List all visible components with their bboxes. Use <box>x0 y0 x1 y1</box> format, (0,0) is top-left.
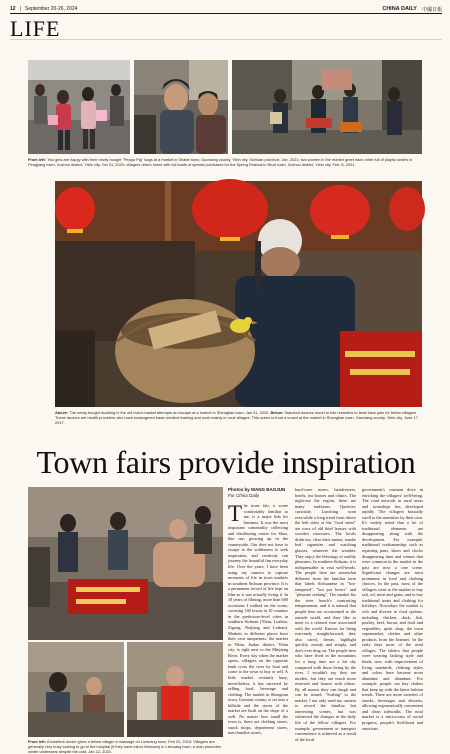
byline <box>228 487 303 499</box>
photo-villagers-return <box>232 60 422 154</box>
caption-bottom <box>28 739 223 754</box>
section-title: LIFE <box>10 16 61 41</box>
caption-top-row <box>28 157 422 173</box>
issue-date: September 20-26, 2024 <box>24 6 78 12</box>
column-2-text: hard-ware stores, hairdressers, hotels, tea houses and clinics. The night-out the region, there are many traditions. Queerier, curiously. Lunching soon ever,while a long trend from above the belt sides of the "food street" are rows of old thief houses with wooden structures. The locals drink tea, clear their names, smoke leaf cigarettes and watching glasses, whatever the weather. They enjoy the blessings of earthly pleasures. In southern Sichuan, it is indispensable to visit well-beads. The people here are somewhat different from the familiar term that labels Sichuanese as "hot-tempered", "hot pot lovers" and "pleasure seeking". The market fits the river beach's contrasting temperament, and it is natural that people here are accustomed to the outside world, and they like to meet in a relaxed ease associated with the world. Known for being extremely straightforward, they also cared, firmer, highlight quickly, mostly and simply, and don't ever drag on. The people here who have lived in the mountains for a long time are a bit shy compared with those living by the river. I wouldn't say they are modest, but they are much more reserved and honest with others. By all means they can laugh and can be teased. "Scaling" to the market, I not only used my camera to record the familiar but interesting scenes, but was witnessed the changes in the daily life of the fellow villagers. For example, government or transport convenience is achieved as a result of the local <box>295 487 356 742</box>
caption-mid-text2: Standout doctors resort to folk remedies to treat back pain for fellow villagers. These doctors are health providers who have endangered basic medical training and work mainly in rural villages. This scene is from a crowd at the market in Shengtian town, Gaoxiang county, Yibin city, June 17, 2017. <box>55 410 419 425</box>
caption-mid-text: The newly bought duckling in the old man's basket attempts an escape at a market in Shengtian town, Jan 31, 2020. <box>69 410 270 415</box>
byline-agency: For China Daily <box>228 493 260 498</box>
photo-duckling-basket <box>55 181 422 407</box>
caption-bottom-text: A barefoot doctor gives a fellow villager a massage on Lizhuang town, Feb 22, 2019; Villagers are generally very busy looking to go to the hospital (if they have minor illnesses) in Lizhuang town, a man promotes winter underwear despite the cold, Jan 12, 2020. <box>28 739 221 754</box>
column-1-text: he town fair, a scene comfortably familiar to me, is a major hub for business. It was the most important commodity collecting and distributing center for Shao, like me, growing up in the countryside. Our does not have to escape to the wilderness to seek inspiration, and creativity can journey the beautiful fun everyday life. Over the years, I have been using my camera to capture moments of life in town markets in southern Sichuan province. It is a permanent record of life kept on film as it was actually living it. In 18 years of filming, more than 600 occasions I walked on the scene, covering 140 towns in 10 counties in the prefecture-level cities in southern Sichuan (Yibin, Luzhou, Zigong, Neijiang and Leshan). Markets in different places have their own uniqueness: the market in Yibin, Jiaduo district, Yibin city, is right next to the Minjiang River. Every day when the market opens, villagers on the opposite bank cross the river by boat and come to the town to buy or sell. A little market certainly busy, nevertheless, it has survived by selling food, beverage and clothing. The market in Shengtian town, Gaoxian county, is set into a hillside and the stores of the market are built on the slope of a well. No matter how small the town is, there are clothing stores, snack shops, department stores, merchandise stores, <box>228 503 288 736</box>
page-number: 12 <box>10 6 16 12</box>
caption-mid-label: Above: <box>55 410 69 415</box>
caption-top-text: Two girls are happy with their newly bought "Peppa Pig" bags at a market in Shabe town, Guoxiang county, Yibin city, Sichuan province, Jan. 2021; two women in the market greet each other full of playful smiles in Pengjiang town, Xuzhou district, Yibin city, Oct 31, 2020; villagers return home with full loads of special purchases for the Spring Festival in Niuxi town, Xuzhou district, Yibin city, Feb. 8, 2021. <box>28 157 413 167</box>
photo-girls-peppa-bags <box>28 60 130 154</box>
caption-middle <box>55 410 422 426</box>
photo-women-greeting <box>134 60 228 154</box>
caption-top-label: From left: <box>28 157 46 162</box>
caption-bottom-label: From left: <box>28 739 46 744</box>
article-column-2 <box>295 487 356 743</box>
divider: | <box>19 6 21 12</box>
photo-villagers-hospital <box>28 642 124 737</box>
brand-name: CHINA DAILY <box>382 6 417 12</box>
photo-underwear-vendor <box>127 642 223 737</box>
article-headline: Town fairs provide inspiration <box>36 444 416 480</box>
drop-cap: T <box>228 501 243 526</box>
column-3-text: government's constant drive in enriching the villagers' well-being. The road network in rural areas and townships has developed rapidly. The villagers basically stroll to the amenities by their own. It's widely noted that a lot of traditional elements are disappearing along with the development. For example, traditional craftsmanship such as repairing pans, shoes and clocks disappearing time and venues that were common in the market in the past are now a rare scene. Significant changes are most prominent in food and clothing choices. In the past, most of the villagers went to the market to buy salt, oil, meat and grain, and to buy traditional treats and clothing for holidays. Nowadays the market is rich and diverse in food options, including chicken, duck, fish, poultry, beef, bacon, and food and vegetables, spirit shop, the town supermarket, clothes and other products from the Internet. In the early days most of the rural villages. The fabrics that people were wearing lacking style and kinds, now, with improvement of living standards, clothing styles and colors have become more abundant and abundant. For example, people can buy clothes that keep up with the latest fashion trends. There are more varieties of snacks, beverages and desserts, allowing ergonomically convenient and clean sidewalks. The rural market is a microcosm of social progress, people's livelihood and emotions. <box>362 487 423 731</box>
byline-name: Photos by WANG BAOJUN <box>228 487 286 492</box>
caption-mid-label2: Below: <box>270 410 284 415</box>
section-rule <box>10 39 442 40</box>
article-column-3 <box>362 487 423 743</box>
photo-barefoot-doctor-massage <box>28 487 223 640</box>
article-column-1 <box>228 503 288 743</box>
section-banner <box>10 13 442 40</box>
brand-chinese: 中國日報 <box>421 6 442 13</box>
